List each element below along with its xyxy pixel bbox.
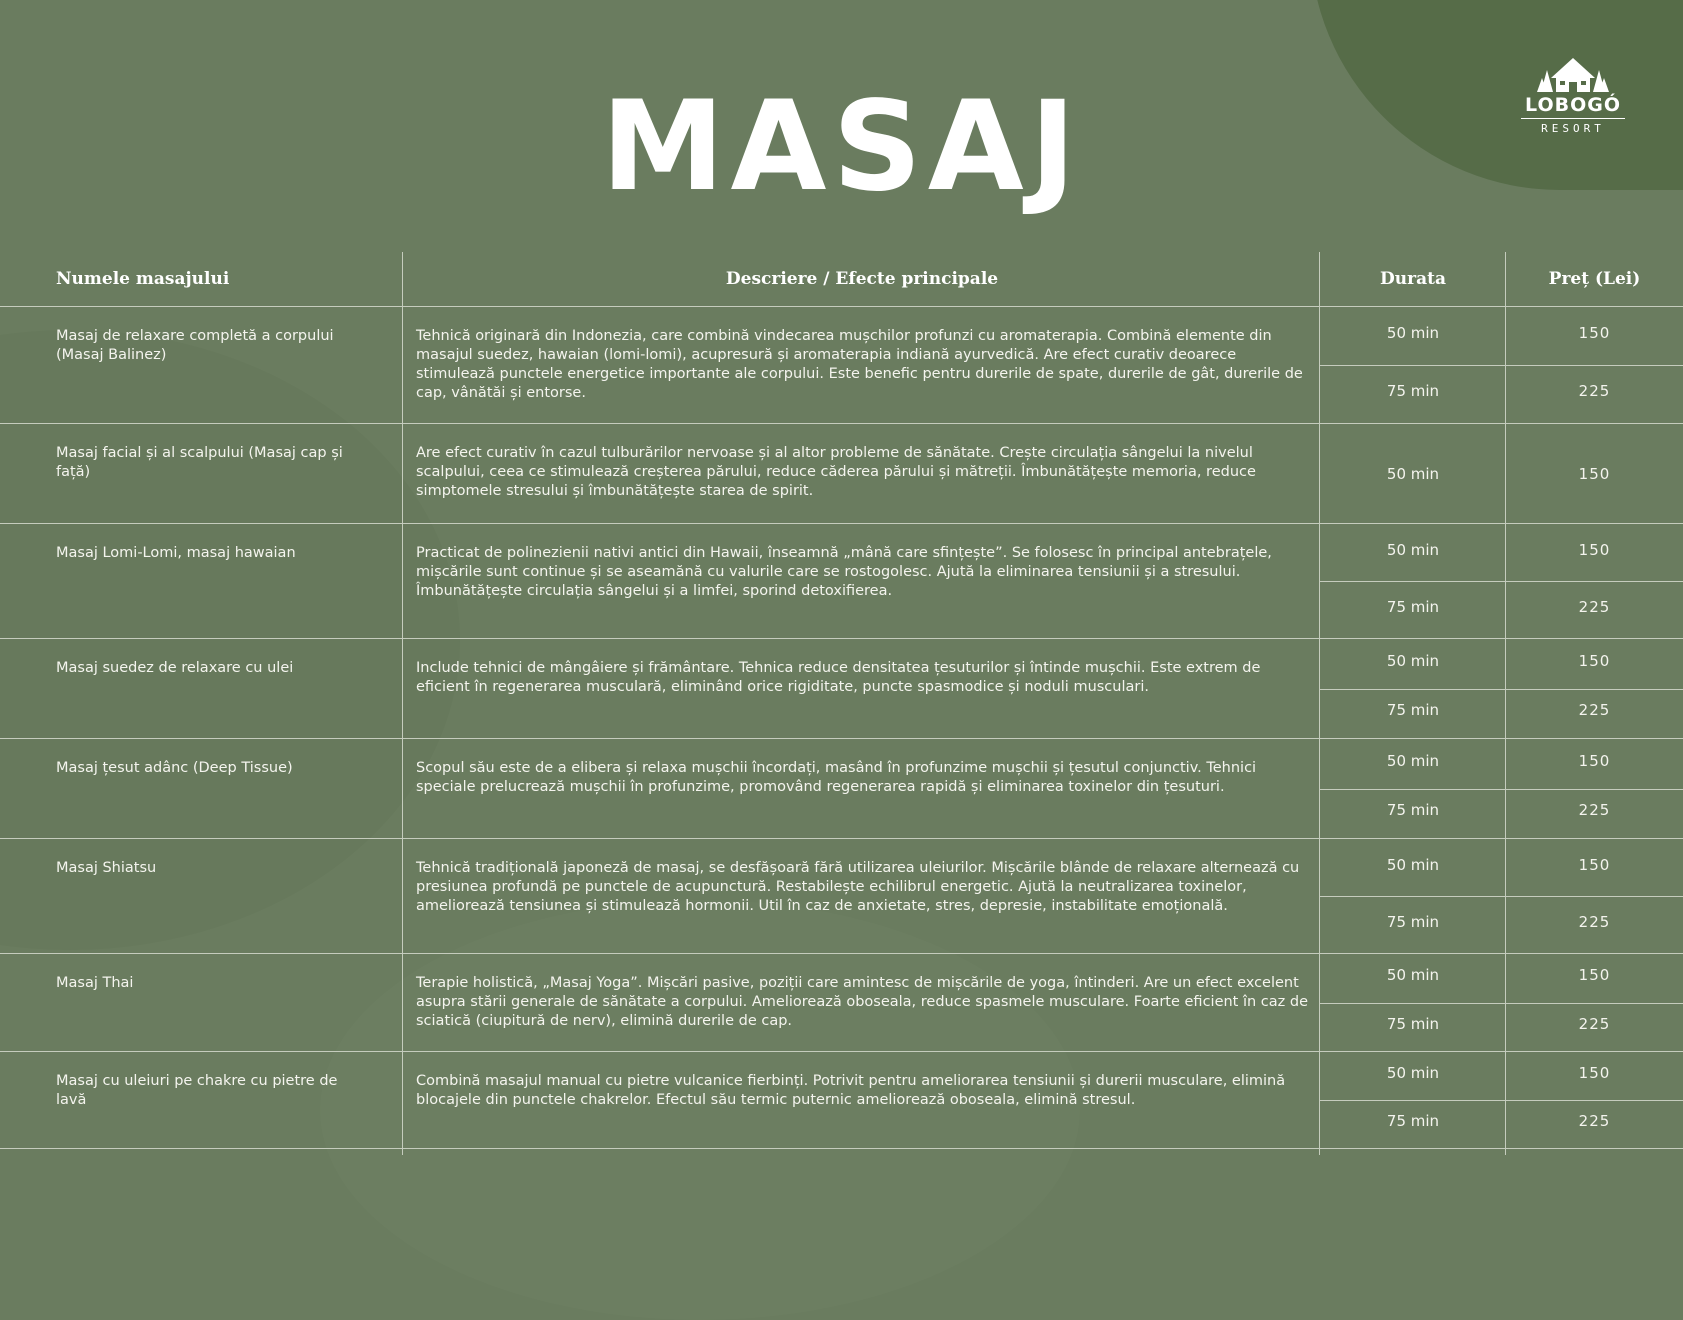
price-value: 225 xyxy=(1578,701,1611,720)
duration-value: 75 min xyxy=(1386,912,1440,931)
duration-value: 50 min xyxy=(1386,966,1440,985)
massage-name: Masaj țesut adânc (Deep Tissue) xyxy=(56,760,293,776)
price-value: 225 xyxy=(1578,382,1611,400)
header-price: Preț (Lei) xyxy=(1548,269,1641,289)
option-separator xyxy=(1320,896,1683,897)
price-value: 150 xyxy=(1578,855,1611,874)
header-description: Descriere / Efecte principale xyxy=(725,269,999,289)
massage-description: Tehnică tradițională japoneză de masaj, se desfășoară fără utilizarea uleiurilor. Mișcările blânde de relaxare alternează cu presiunea profundă pe punctele de acupunctură. Restabilește echilibrul energetic. Ajută la neutralizarea toxinelor, ameliorează tensiunea și stimulează hormonii. Util în caz de anxietate, stres, depresie, instabilitate emoțională. xyxy=(416,860,1300,914)
price-value: 150 xyxy=(1578,651,1611,670)
duration-value: 75 min xyxy=(1386,1112,1440,1130)
massage-description: Combină masajul manual cu pietre vulcanice fierbinți. Potrivit pentru ameliorarea tensiunii și durerii musculare, elimină blocajele din punctele chakrelor. Efectul său termic puternic ameliorează oboseala, elimină stresul. xyxy=(416,1073,1286,1108)
price-value: 150 xyxy=(1578,966,1611,985)
price-value: 225 xyxy=(1578,597,1611,616)
duration-value: 50 min xyxy=(1386,540,1440,559)
price-value: 225 xyxy=(1578,1014,1611,1033)
table-row xyxy=(0,424,1683,524)
option-separator xyxy=(1320,789,1683,790)
page-title: MASAJ xyxy=(601,75,1082,219)
duration-value: 50 min xyxy=(1386,751,1440,770)
option-separator xyxy=(1320,689,1683,690)
price-value: 150 xyxy=(1578,464,1611,483)
option-separator xyxy=(1320,1100,1683,1101)
massage-description: Practicat de polinezienii nativi antici din Hawaii, înseamnă „mână care sfințește”. Se folosesc în principal antebrațele, mișcările sunt continue și se aseamănă cu valurile care se rostogolesc. Ajută la eliminarea tensiunii și a stresului. Îmbunătățește circulația sângelui și a limfei, sporind detoxifierea. xyxy=(416,545,1272,599)
price-value: 225 xyxy=(1578,912,1611,931)
price-value: 225 xyxy=(1578,1112,1611,1130)
duration-value: 50 min xyxy=(1386,324,1440,342)
resort-logo xyxy=(1518,54,1628,134)
massage-name: Masaj cu uleiuri pe chakre cu pietre de lavă xyxy=(56,1073,338,1108)
duration-value: 75 min xyxy=(1386,597,1440,616)
table-row xyxy=(0,524,1683,639)
massage-description: Scopul său este de a elibera și relaxa mușchii încordați, masând în profunzime mușchii și țesutul conjunctiv. Tehnici speciale prelucrează mușchii în profunzime, promovând regenerarea rapidă și eliminarea toxinelor din țesuturi. xyxy=(416,760,1257,795)
massage-name: Masaj suedez de relaxare cu ulei xyxy=(56,660,294,676)
duration-value: 75 min xyxy=(1386,382,1440,400)
duration-value: 75 min xyxy=(1386,701,1440,720)
header-duration: Durata xyxy=(1380,269,1446,289)
massage-name: Masaj Thai xyxy=(56,975,134,991)
massage-table xyxy=(0,252,1683,1149)
duration-value: 50 min xyxy=(1386,464,1440,483)
table-row xyxy=(0,954,1683,1052)
massage-description: Terapie holistică, „Masaj Yoga”. Mișcări pasive, poziții care amintesc de mișcările de yoga, întinderi. Are un efect excelent asupra stării generale de sănătate a corpului. Ameliorează oboseala, reduce spasmele musculare. Foarte eficient în caz de sciatică (ciupitură de nerv), elimină durerile de cap. xyxy=(416,975,1309,1029)
table-header xyxy=(0,252,1683,307)
table-row xyxy=(0,307,1683,424)
duration-value: 50 min xyxy=(1386,855,1440,874)
duration-value: 50 min xyxy=(1386,651,1440,670)
lodge-trees-icon xyxy=(1533,54,1613,94)
logo-subtitle: RESORT xyxy=(1541,122,1605,135)
massage-name: Masaj Shiatsu xyxy=(56,860,157,876)
massage-name: Masaj de relaxare completă a corpului (Masaj Balinez) xyxy=(56,328,334,363)
logo-divider xyxy=(1521,118,1625,119)
duration-value: 75 min xyxy=(1386,1014,1440,1033)
option-separator xyxy=(1320,1003,1683,1004)
option-separator xyxy=(1320,365,1683,366)
table-row xyxy=(0,739,1683,839)
massage-description: Are efect curativ în cazul tulburărilor nervoase și al altor probleme de sănătate. Crește circulația sângelui la nivelul scalpului, ceea ce stimulează creșterea părului, reduce căderea părului și mătreții. Îmbunătățește memoria, reduce simptomele stresului și îmbunătățește starea de spirit. xyxy=(416,445,1256,499)
massage-description: Include tehnici de mângâiere și frământare. Tehnica reduce densitatea țesuturilor și întinde mușchii. Este extrem de eficient în regenerarea musculară, eliminând orice rigiditate, puncte spasmodice și noduli musculari. xyxy=(416,660,1261,695)
table-row xyxy=(0,1052,1683,1149)
option-separator xyxy=(1320,581,1683,582)
price-value: 150 xyxy=(1578,324,1611,342)
duration-value: 75 min xyxy=(1386,801,1440,820)
price-value: 225 xyxy=(1578,801,1611,820)
price-value: 150 xyxy=(1578,751,1611,770)
price-value: 150 xyxy=(1578,540,1611,559)
price-value: 150 xyxy=(1578,1064,1611,1082)
table-row xyxy=(0,839,1683,954)
massage-name: Masaj facial și al scalpului (Masaj cap și față) xyxy=(56,445,343,480)
logo-name: LOBOGÓ xyxy=(1525,94,1621,116)
duration-value: 50 min xyxy=(1386,1064,1440,1082)
massage-description: Tehnică originară din Indonezia, care combină vindecarea mușchilor profunzi cu aromaterapia. Combină elemente din masajul suedez, hawaian (lomi-lomi), acupresură și aromaterapia indiană ayurvedică. Are efect curativ deoarece stimulează punctele energetice importante ale corpului. Este benefic pentru durerile de spate, durerile de gât, durerile de cap, vânătăi și entorse. xyxy=(416,328,1303,401)
table-row xyxy=(0,639,1683,739)
header-name: Numele masajului xyxy=(56,269,230,289)
massage-name: Masaj Lomi-Lomi, masaj hawaian xyxy=(56,545,296,561)
